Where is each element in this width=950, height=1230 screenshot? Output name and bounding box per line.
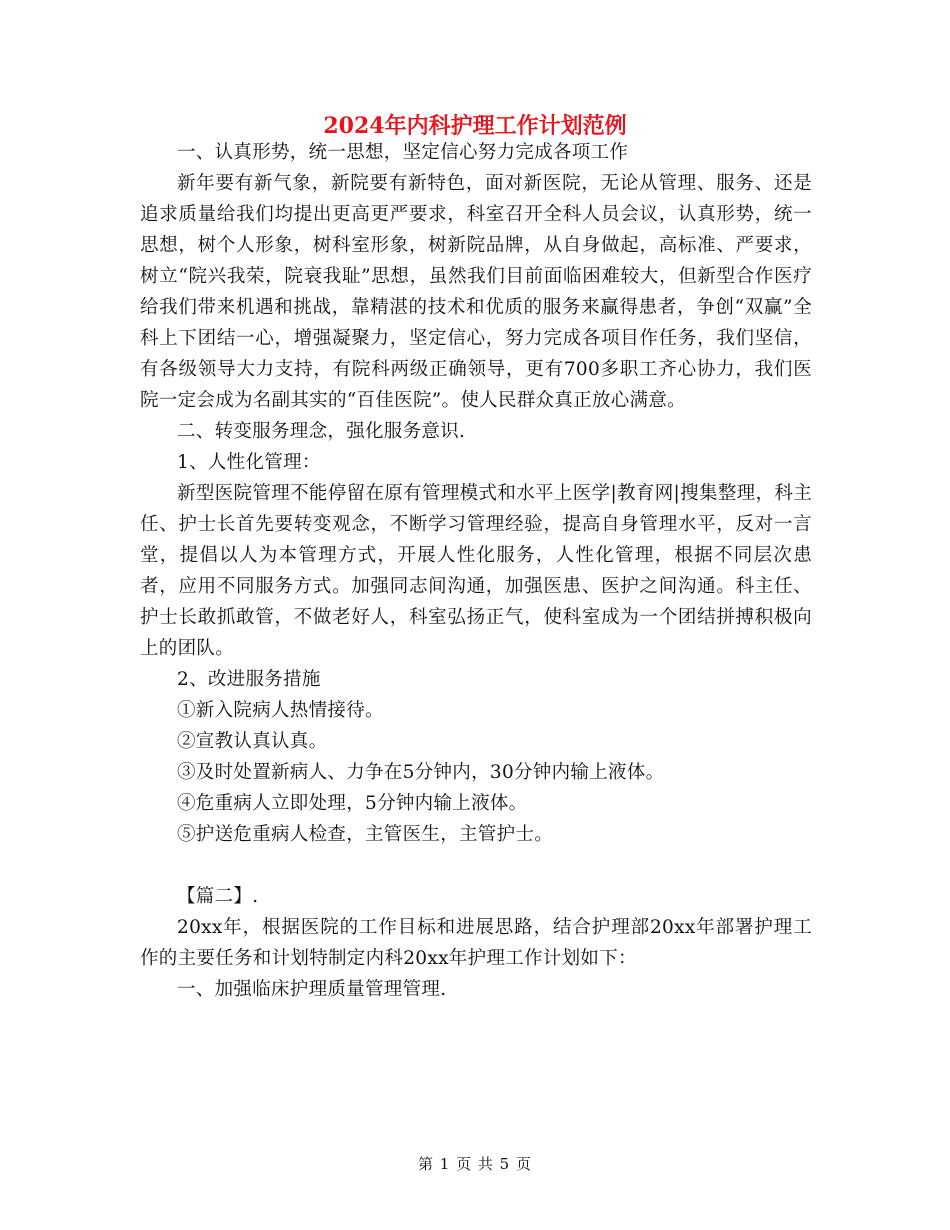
list-item: ④危重病人立即处理，5分钟内输上液体。: [177, 793, 528, 814]
document-body: [140, 137, 812, 1005]
paragraph: 新型医院管理不能停留在原有管理模式和水平上医学|教育网|搜集整理，科主任、护士长首先要转变观念，不断学习管理经验，提高自身管理水平，反对一言堂，提倡以人为本管理方式，开展人性化服务，人性化管理，根据不同层次患者，应用不同服务方式。加强同志间沟通，加强医患、医护之间沟通。科主任、护士长敢抓敢管，不做老好人，科室弘扬正气，使科室成为一个团结拼搏积极向上的团队。: [140, 483, 812, 659]
section-heading-3: 一、加强临床护理质量管理管理.: [177, 979, 447, 1000]
blank-line: [140, 850, 812, 881]
subsection-heading-1: 1、人性化管理：: [177, 452, 321, 473]
document-title: 2024年内科护理工作计划范例: [323, 113, 627, 139]
paragraph: 新年要有新气象，新院要有新特色，面对新医院，无论从管理、服务、还是追求质量给我们均提出更高更严要求，科室召开全科人员会议，认真形势，统一思想，树个人形象，树科室形象，树新院品牌，从自身做起，高标准、严要求，树立“院兴我荣，院衰我耻”思想，虽然我们目前面临困难较大，但新型合作医疗给我们带来机遇和挑战，靠精湛的技术和优质的服务来赢得患者，争创“双赢”全科上下团结一心，增强凝聚力，坚定信心，努力完成各项目作任务，我们坚信，有各级领导大力支持，有院科两级正确领导，更有700多职工齐心协力，我们医院一定会成为名副其实的“百佳医院”。使人民群众真正放心满意。: [140, 173, 812, 411]
list-item: ①新入院病人热情接待。: [177, 700, 384, 721]
list-item: ⑤护送危重病人检查，主管医生，主管护士。: [177, 824, 554, 845]
list-item: ②宣教认真认真。: [177, 731, 328, 752]
section-heading-2: 二、转变服务理念，强化服务意识.: [177, 421, 466, 442]
page-footer: 第 1 页 共 5 页: [418, 1155, 532, 1173]
part-two-heading: 【篇二】.: [177, 886, 259, 907]
subsection-heading-2: 2、改进服务措施: [177, 669, 321, 690]
paragraph: 20xx年，根据医院的工作目标和进展思路，结合护理部20xx年部署护理工作的主要任务和计划特制定内科20xx年护理工作计划如下：: [140, 917, 812, 969]
list-item: ③及时处置新病人、力争在5分钟内，30分钟内输上液体。: [177, 762, 665, 783]
section-heading-1: 一、认真形势，统一思想，坚定信心努力完成各项工作: [177, 142, 629, 163]
